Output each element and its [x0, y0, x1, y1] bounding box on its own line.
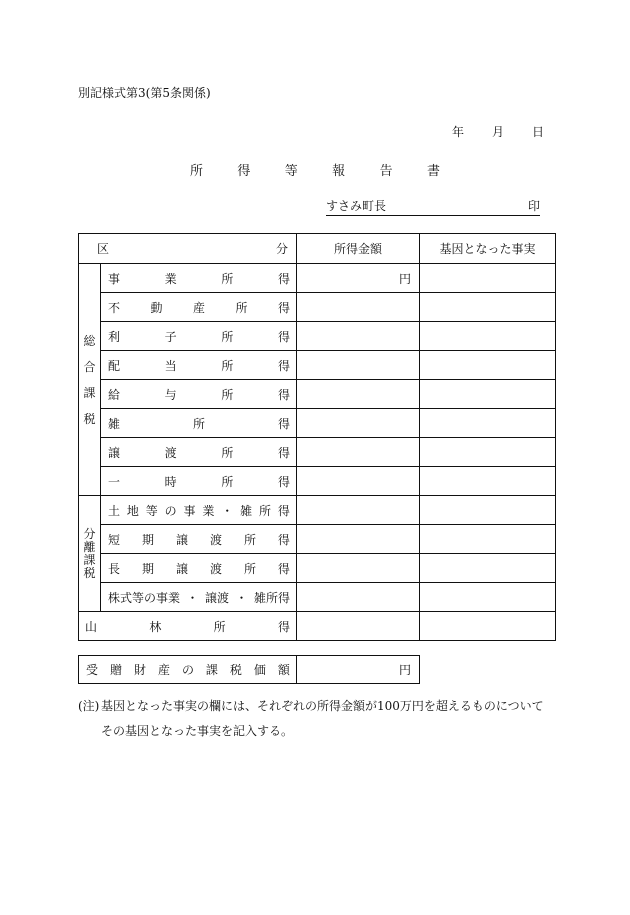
- fact-field[interactable]: [420, 554, 556, 583]
- row-label: 土 地 等 の 事 業 ・ 雑 所 得: [101, 496, 297, 525]
- row-label: 株式等の事業 ・ 譲渡 ・ 雑所得: [101, 583, 297, 612]
- amount-field[interactable]: [297, 612, 420, 641]
- table-row: [79, 467, 556, 496]
- fact-field[interactable]: [420, 380, 556, 409]
- row-label: 不 動 産 所 得: [101, 293, 297, 322]
- title-char: 告: [379, 164, 393, 179]
- title-char: 書: [426, 164, 440, 179]
- amount-field[interactable]: [297, 351, 420, 380]
- fact-field[interactable]: [420, 467, 556, 496]
- note-text: 基因となった事実の欄には、それぞれの所得金額が100万円を超えるものについてその基因となった事実を記入する。: [101, 699, 544, 738]
- fact-field[interactable]: [420, 264, 556, 293]
- table-header-row: [79, 234, 556, 264]
- table-row: [79, 496, 556, 525]
- fact-field[interactable]: [420, 438, 556, 467]
- header-amount: 所得金額: [297, 234, 420, 264]
- header-kubun-left: 区: [97, 242, 110, 256]
- date-day-label: 日: [531, 125, 544, 139]
- amount-field[interactable]: [297, 409, 420, 438]
- seal-mark: 印: [527, 199, 540, 213]
- table-row: [79, 554, 556, 583]
- header-kubun-right: 分: [275, 242, 288, 256]
- note: [78, 694, 553, 744]
- amount-field[interactable]: [297, 525, 420, 554]
- table-row: [79, 612, 556, 641]
- fact-field[interactable]: [420, 322, 556, 351]
- fact-field[interactable]: [420, 293, 556, 322]
- row-label: 雑 所 得: [101, 409, 297, 438]
- table-row: [79, 264, 556, 293]
- header-fact: 基因となった事実: [420, 234, 556, 264]
- table-row: [79, 380, 556, 409]
- row-label: 一 時 所 得: [101, 467, 297, 496]
- row-label: 長 期 譲 渡 所 得: [101, 554, 297, 583]
- table-row: [79, 656, 420, 684]
- fact-field[interactable]: [420, 583, 556, 612]
- amount-field[interactable]: [297, 293, 420, 322]
- gift-amount-field[interactable]: 円: [297, 656, 420, 684]
- row-label-sanrin: 山 林 所 得: [79, 612, 297, 641]
- addressee-line: [326, 197, 540, 216]
- fact-field[interactable]: [420, 351, 556, 380]
- document-title: [190, 160, 440, 179]
- row-label: 給 与 所 得: [101, 380, 297, 409]
- fact-field[interactable]: [420, 612, 556, 641]
- table-row: [79, 409, 556, 438]
- amount-field[interactable]: 円: [297, 264, 420, 293]
- sogo-kazei-label: 総 合 課 税: [79, 264, 101, 496]
- row-label: 譲 渡 所 得: [101, 438, 297, 467]
- table-row: [79, 322, 556, 351]
- table-row: [79, 351, 556, 380]
- table-row: [79, 293, 556, 322]
- amount-field[interactable]: [297, 322, 420, 351]
- title-char: 得: [237, 164, 251, 179]
- row-label: 短 期 譲 渡 所 得: [101, 525, 297, 554]
- gift-label: 受 贈 財 産 の 課 税 価 額: [79, 656, 297, 684]
- date-month-label: 月: [491, 125, 504, 139]
- title-char: 所: [190, 164, 204, 179]
- amount-field[interactable]: [297, 496, 420, 525]
- amount-field[interactable]: [297, 554, 420, 583]
- fact-field[interactable]: [420, 525, 556, 554]
- addressee-name: すさみ町長: [326, 199, 387, 213]
- bunri-kazei-label: 分 離 課 税: [79, 496, 101, 612]
- header-kubun: [79, 234, 297, 264]
- date-line: [452, 123, 544, 140]
- form-number: 別記様式第3(第5条関係): [78, 86, 211, 100]
- income-table: [78, 233, 556, 641]
- row-label: 配 当 所 得: [101, 351, 297, 380]
- amount-field[interactable]: [297, 583, 420, 612]
- title-char: 等: [284, 164, 298, 179]
- amount-field[interactable]: [297, 467, 420, 496]
- row-label: 事 業 所 得: [101, 264, 297, 293]
- gift-tax-table: [78, 655, 420, 684]
- table-row: [79, 583, 556, 612]
- table-row: [79, 438, 556, 467]
- date-year-label: 年: [452, 125, 465, 139]
- table-row: [79, 525, 556, 554]
- note-label: (注): [78, 699, 100, 713]
- fact-field[interactable]: [420, 409, 556, 438]
- fact-field[interactable]: [420, 496, 556, 525]
- amount-field[interactable]: [297, 380, 420, 409]
- title-char: 報: [332, 164, 346, 179]
- amount-field[interactable]: [297, 438, 420, 467]
- row-label: 利 子 所 得: [101, 322, 297, 351]
